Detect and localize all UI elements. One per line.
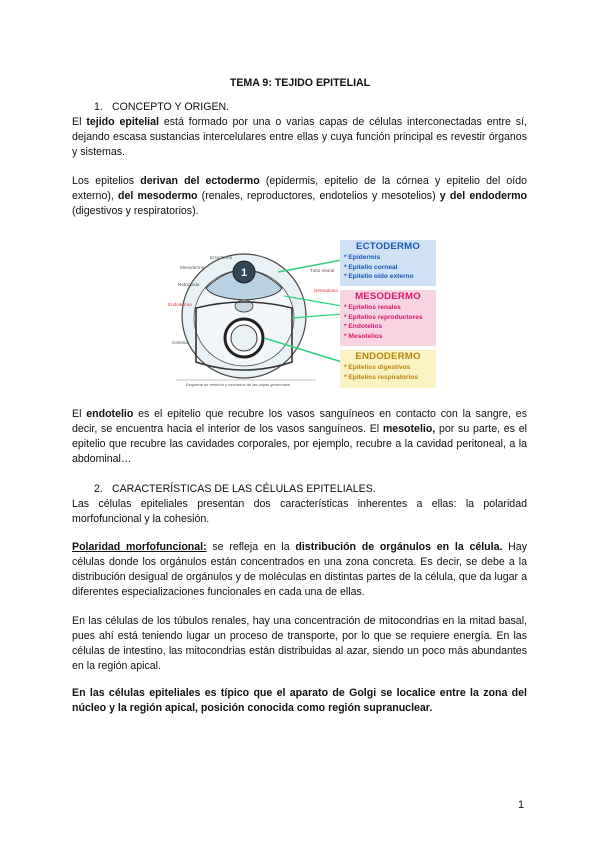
text-run: por su parte, es el epitelio que recubre las cavidades corporales, por ejemplo, recubre a la cavidad peritoneal, a la abdominal…: [72, 423, 527, 465]
endodermo-item: * Epitelios respiratorios: [344, 373, 419, 381]
bold-term: distribución de orgánulos en la célula.: [295, 541, 503, 553]
text-run: Las células epiteliales presentan dos características inherentes a ellas: la polaridad morfofuncional y la cohesión.: [72, 498, 527, 525]
svg-text:1: 1: [240, 267, 248, 279]
section-number: 2.: [94, 483, 103, 495]
paragraph-polarity: [72, 540, 527, 600]
figure-label: Notocorda: [178, 282, 200, 287]
paragraph-definition: [72, 115, 527, 160]
section-label: CARACTERÍSTICAS DE LAS CÉLULAS EPITELIALES.: [111, 483, 376, 495]
text-run: El: [72, 408, 87, 420]
paragraph-endothelium: [72, 407, 527, 467]
endodermo-item: * Epitelios digestivos: [344, 364, 411, 371]
text-run: se refleja en la: [206, 541, 296, 553]
bold-term: endotelio: [86, 408, 134, 420]
page-title: TEMA 9: TEJIDO EPITELIAL: [229, 77, 371, 89]
text-run: es el epitelio que recubre los vasos sanguíneos en contacto con la sangre, es decir, se encuentra hacia el interior de los vasos sanguíneos. El: [72, 408, 527, 435]
figure-label: Dermatomo: [314, 288, 338, 293]
ectodermo-item: * Epitelio corneal: [344, 263, 398, 271]
figure-caption: Esquema de embrión y derivados de las capas germinales: [186, 382, 290, 387]
paragraph-characteristics: [72, 497, 527, 527]
section-heading-1: [94, 100, 229, 115]
section-label: CONCEPTO Y ORIGEN.: [111, 101, 230, 113]
paragraph-mitochondria: [72, 614, 527, 674]
endodermo-title: ENDODERMO: [355, 351, 421, 362]
paragraph-golgi: [72, 686, 527, 716]
mesodermo-item: * Epitelios reproductores: [344, 313, 423, 321]
text-run: Los epitelios: [72, 175, 141, 187]
germ-layers-figure: [166, 238, 438, 388]
ectodermo-box: [340, 240, 436, 286]
page-number: 1: [518, 799, 525, 811]
mesodermo-item: * Mesotelios: [344, 332, 383, 340]
bold-term: y del endodermo: [439, 190, 528, 202]
bold-term: del mesodermo: [117, 190, 198, 202]
section-heading-2: [94, 482, 376, 497]
ectodermo-item: * Epidermis: [344, 254, 381, 261]
figure-label: Mesodermo: [180, 265, 205, 270]
figure-label: Ectodermo: [210, 255, 233, 260]
figure-label: Tubo neural: [310, 268, 335, 273]
ectodermo-title: ECTODERMO: [356, 241, 420, 252]
underlined-term: Polaridad morfofuncional:: [72, 541, 207, 553]
endodermo-box: [340, 350, 436, 388]
figure-label: Celoma: [172, 340, 188, 345]
bold-term: mesotelio,: [382, 423, 436, 435]
text-run: En las células de los túbulos renales, hay una concentración de mitocondrias en la mitad basal, pues ahí está teniendo lugar un proceso de transporte, por lo que se requiere energía. En las células de intestino, las mitocondrias están distribuidas al azar, siendo un poco más abundantes en la región apical.: [72, 615, 527, 672]
text-run: (digestivos y respiratorios).: [72, 205, 199, 217]
text-run: Hay células donde los orgánulos están concentrados en una zona concreta. Es decir, se debe a la distribución desigual de orgánulos y de moléculas en distintas partes de la célula, que da lugar a diferentes especializaciones funcionales en cada una de ellas.: [72, 541, 527, 598]
mesodermo-title: MESODERMO: [355, 291, 421, 302]
bold-term: derivan del ectodermo: [140, 175, 260, 187]
text-run: está formado por una o varias capas de células interconectadas entre sí, dejando escasa sustancias intercelulares entre ellas y cuya función principal es revestir órganos y sistemas.: [72, 116, 527, 158]
text-run: (renales, reproductores, endotelios y mesotelios): [197, 190, 440, 202]
ectodermo-item: * Epitelio oído externo: [344, 273, 414, 280]
mesodermo-box: [340, 290, 436, 346]
text-run: En las células epiteliales es típico que el aparato de Golgi se localice entre la zona del núcleo y la región apical, posición conocida como región supranuclear.: [72, 687, 527, 714]
mesodermo-item: * Epitelios renales: [344, 304, 401, 311]
paragraph-origin: [72, 174, 527, 219]
text-run: El: [72, 116, 87, 128]
text-run: (epidermis, epitelio de la córnea y epitelio del oído externo),: [72, 175, 527, 202]
section-number: 1.: [94, 101, 103, 113]
bold-term: tejido epitelial: [86, 116, 159, 128]
figure-label: Endodermo: [168, 302, 192, 307]
mesodermo-item: * Endotelios: [344, 323, 383, 330]
